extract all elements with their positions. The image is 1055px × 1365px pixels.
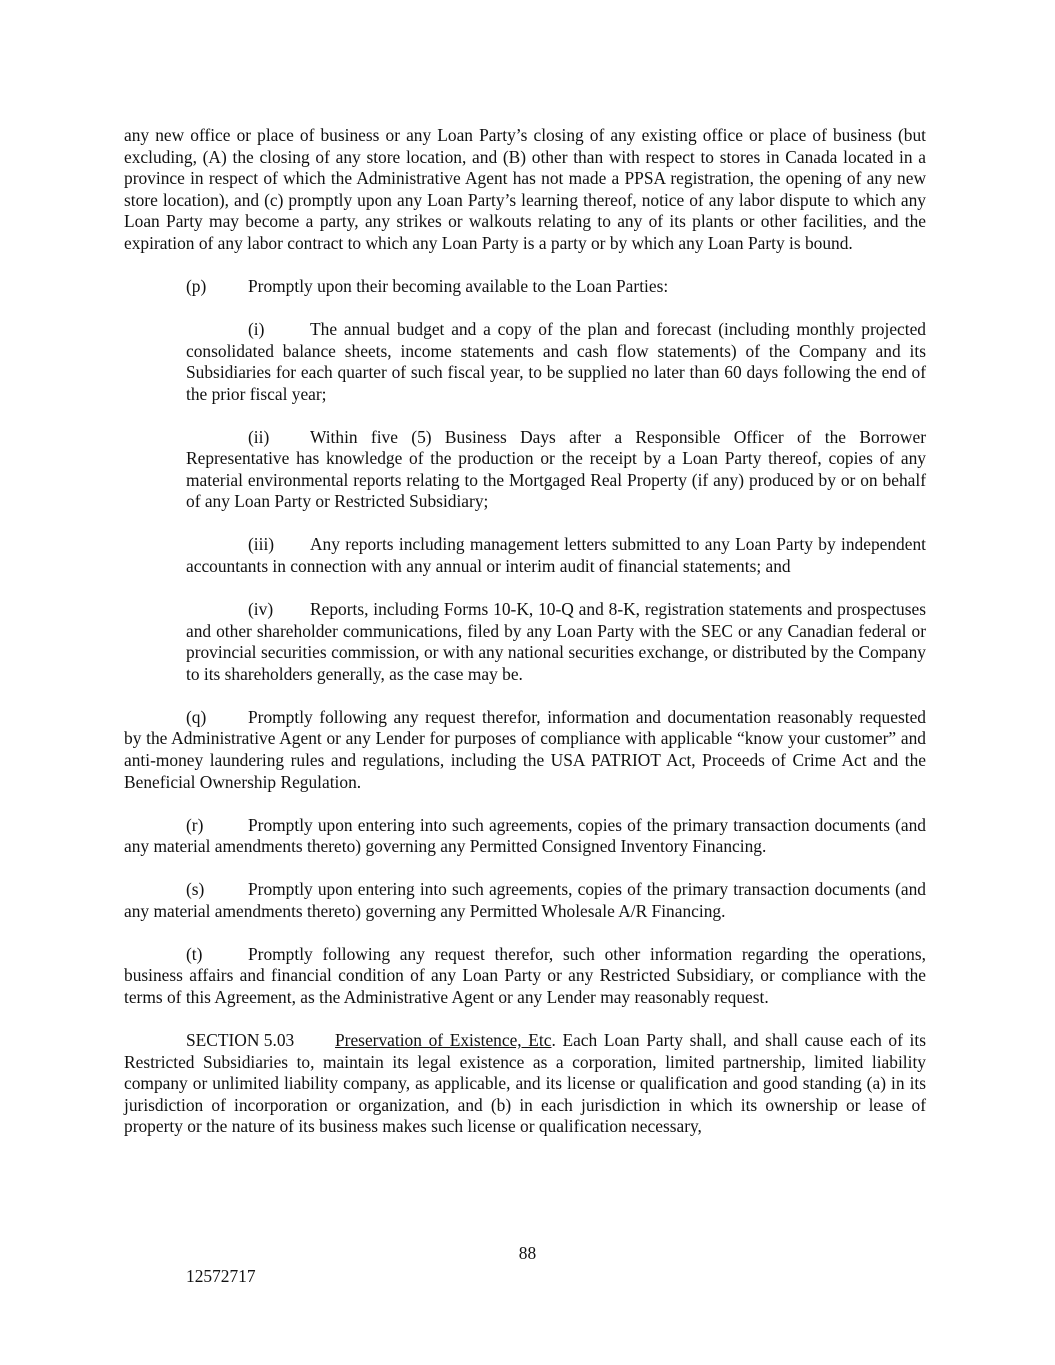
clause-text: Promptly upon their becoming available to the Loan Parties:: [248, 275, 669, 296]
subparagraph-iv: [186, 599, 926, 685]
section-heading: Preservation of Existence, Etc: [335, 1029, 552, 1050]
clause-text: Any reports including management letters submitted to any Loan Party by independent accountants in connection with any annual or interim audit of financial statements; and: [186, 534, 926, 577]
section-number: SECTION 5.03: [186, 1029, 295, 1050]
document-body: [124, 125, 926, 1138]
clause-text: Promptly following any request therefor, such other information regarding the operations, business affairs and financial condition of any Loan Party or any Restricted Subsidiary, or compliance with the terms of this Agreement, as the Administrative Agent or any Lender may reasonably request.: [124, 943, 926, 1007]
clause-text: Reports, including Forms 10-K, 10-Q and 8-K, registration statements and prospectuses and other shareholder communications, filed by any Loan Party with the SEC or any Canadian federal or provincial securities commission, or with any national securities exchange, or distributed by the Company to its shareholders generally, as the case may be.: [186, 599, 926, 684]
clause-label: (p): [186, 275, 207, 296]
clause-label: (t): [186, 943, 203, 964]
paragraph-t: [124, 944, 926, 1009]
section-5-03: [124, 1030, 926, 1138]
clause-text: Promptly upon entering into such agreements, copies of the primary transaction documents (and any material amendments thereto) governing any Permitted Consigned Inventory Financing.: [124, 814, 926, 857]
clause-label: (iii): [248, 534, 275, 555]
paragraph-r: [124, 815, 926, 858]
subparagraph-i: [186, 319, 926, 405]
clause-label: (r): [186, 814, 204, 835]
clause-label: (i): [248, 318, 265, 339]
paragraph-p: [124, 276, 926, 298]
clause-text: Promptly following any request therefor, information and documentation reasonably requested by the Administrative Agent or any Lender for purposes of compliance with applicable “know your customer” and anti-money laundering rules and regulations, including the USA PATRIOT Act, Proceeds of Crime Act and the Beneficial Ownership Regulation.: [124, 706, 926, 792]
paragraph-o-continuation: any new office or place of business or any Loan Party’s closing of any existing office or place of business (but excluding, (A) the closing of any store location, and (B) other than with respect to stores in Canada located in a province in respect of which the Administrative Agent has not made a PPSA registration, the opening of any new store location), and (c) promptly upon any Loan Party’s learning thereof, notice of any labor dispute to which any Loan Party may become a party, any strikes or walkouts relating to any of its plants or other facilities, and the expiration of any labor contract to which any Loan Party is a party or by which any Loan Party is bound.: [124, 125, 926, 253]
subparagraph-iii: [186, 534, 926, 577]
clause-label: (ii): [248, 426, 270, 447]
clause-text: Promptly upon entering into such agreements, copies of the primary transaction documents (and any material amendments thereto) governing any Permitted Wholesale A/R Financing.: [124, 879, 926, 921]
clause-text: Within five (5) Business Days after a Responsible Officer of the Borrower Representative has knowledge of the production or the receipt by a Loan Party thereof, copies of any material environmental reports relating to the Mortgaged Real Property (if any) produced by or on behalf of any Loan Party or Restricted Subsidiary;: [186, 426, 926, 512]
clause-label: (iv): [248, 599, 274, 620]
section-text: . Each Loan Party shall, and shall cause each of its Restricted Subsidiaries to, maintain its legal existence as a corporation, limited partnership, limited liability company or unlimited liability company, as applicable, and its license or qualification and good standing (a) in its jurisdiction of incorporation or organization, and (b) in each jurisdiction in which its ownership or lease of property or the nature of its business makes such license or qualification necessary,: [124, 1029, 926, 1137]
page-number: 88: [518, 1243, 537, 1263]
clause-label: (q): [186, 706, 207, 727]
paragraph-q: [124, 707, 926, 793]
paragraph-s: [124, 879, 926, 922]
document-id: 12572717: [186, 1266, 256, 1286]
clause-text: The annual budget and a copy of the plan and forecast (including monthly projected consolidated balance sheets, income statements and cash flow statements) of the Company and its Subsidiaries for each quarter of such fiscal year, to be supplied no later than 60 days following the end of the prior fiscal year;: [186, 318, 926, 404]
subparagraph-ii: [186, 427, 926, 513]
clause-label: (s): [186, 879, 205, 900]
